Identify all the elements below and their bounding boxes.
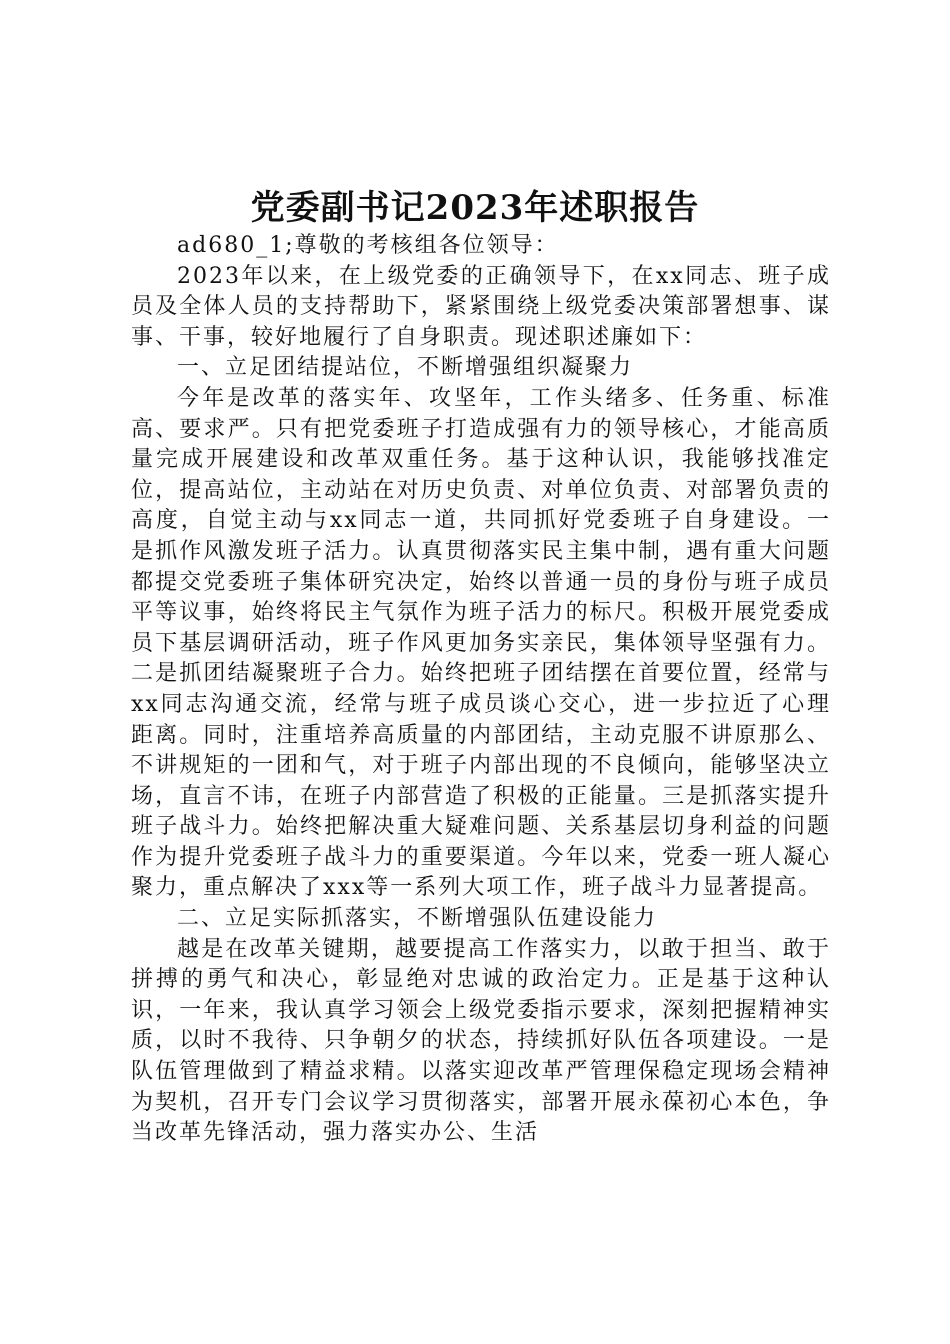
section-heading-2: 二、立足实际抓落实，不断增强队伍建设能力 [177, 906, 658, 932]
document-body [131, 231, 831, 1149]
salutation-paragraph: ad680_1;尊敬的考核组各位领导： [177, 233, 559, 258]
body-paragraph: 越是在改革关键期，越要提高工作落实力，以敢于担当、敢于拼搏的勇气和决心，彰显绝对忠诚的政治定力。正是基于这种认识，一年来，我认真学习领会上级党委指示要求，深刻把握精神实质，以时不我待、只争朝夕的状态，持续抓好队伍各项建设。一是队伍管理做到了精益求精。以落实迎改革严管理保稳定现场会精神为契机，召开专门会议学习贯彻落实，部署开展永葆初心本色，争当改革先锋活动，强力落实办公、生活 [131, 936, 831, 1146]
document-title: 党委副书记2023年述职报告 [250, 188, 700, 228]
body-paragraph: 今年是改革的落实年、攻坚年，工作头绪多、任务重、标准高、要求严。只有把党委班子打造成强有力的领导核心，才能高质量完成开展建设和改革双重任务。基于这种认识，我能够找准定位，提高站位，主动站在对历史负责、对单位负责、对部署负责的高度，自觉主动与xx同志一道，共同抓好党委班子自身建设。一是抓作风激发班子活力。认真贯彻落实民主集中制，遇有重大问题都提交党委班子集体研究决定，始终以普通一员的身份与班子成员平等议事，始终将民主气氛作为班子活力的标尺。积极开展党委成员下基层调研活动，班子作风更加务实亲民，集体领导坚强有力。二是抓团结凝聚班子合力。始终把班子团结摆在首要位置，经常与xx同志沟通交流，经常与班子成员谈心交心，进一步拉近了心理距离。同时，注重培养高质量的内部团结，主动克服不讲原那么、不讲规矩的一团和气，对于班子内部出现的不良倾向，能够坚决立场，直言不讳，在班子内部营造了积极的正能量。三是抓落实提升班子战斗力。始终把解决重大疑难问题、关系基层切身利益的问题作为提升党委班子战斗力的重要渠道。今年以来，党委一班人凝心聚力，重点解决了xxx等一系列大项工作，班子战斗力显著提高。 [131, 385, 831, 901]
intro-paragraph: 2023年以来，在上级党委的正确领导下，在xx同志、班子成员及全体人员的支持帮助下，紧紧围绕上级党委决策部署想事、谋事、干事，较好地履行了自身职责。现述职述廉如下： [131, 263, 831, 350]
section-heading-1: 一、立足团结提站位，不断增强组织凝聚力 [177, 355, 634, 381]
